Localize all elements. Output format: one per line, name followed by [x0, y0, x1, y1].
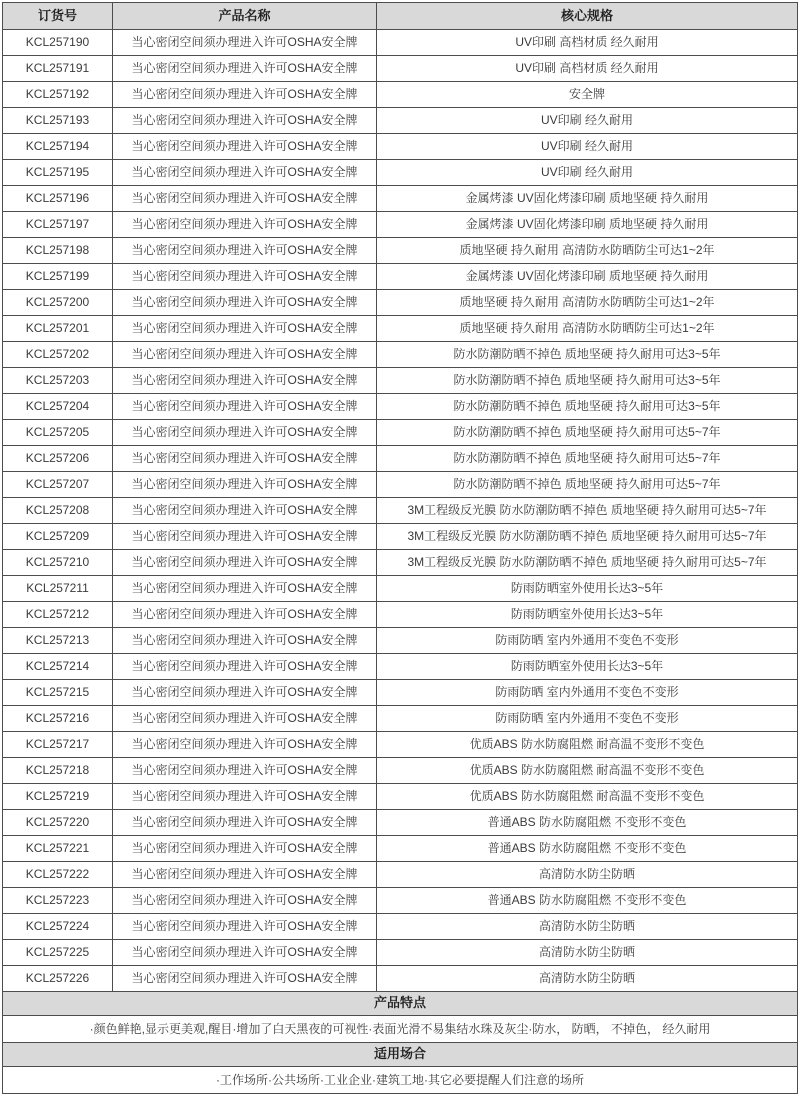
table-body — [3, 30, 798, 992]
core-spec-cell: 3M工程级反光膜 防水防潮防晒不掉色 质地坚硬 持久耐用可达5~7年 — [377, 498, 798, 524]
order-number-cell: KCL257203 — [3, 368, 113, 394]
product-name-cell: 当心密闭空间须办理进入许可OSHA安全牌 — [113, 576, 377, 602]
core-spec-cell: 防雨防晒室外使用长达3~5年 — [377, 576, 798, 602]
order-number-cell: KCL257223 — [3, 888, 113, 914]
core-spec-cell: UV印刷 经久耐用 — [377, 108, 798, 134]
table-row — [3, 30, 798, 56]
order-number-cell: KCL257190 — [3, 30, 113, 56]
product-name-cell: 当心密闭空间须办理进入许可OSHA安全牌 — [113, 290, 377, 316]
table-row — [3, 732, 798, 758]
table-row — [3, 420, 798, 446]
order-number-cell: KCL257207 — [3, 472, 113, 498]
table-row — [3, 784, 798, 810]
core-spec-cell: 优质ABS 防水防腐阻燃 耐高温不变形不变色 — [377, 784, 798, 810]
product-name-cell: 当心密闭空间须办理进入许可OSHA安全牌 — [113, 160, 377, 186]
core-spec-cell: 防雨防晒 室内外通用不变色不变形 — [377, 680, 798, 706]
product-name-cell: 当心密闭空间须办理进入许可OSHA安全牌 — [113, 134, 377, 160]
section-text-occasions — [3, 1067, 798, 1094]
table-row — [3, 706, 798, 732]
table-row — [3, 82, 798, 108]
product-name-cell: 当心密闭空间须办理进入许可OSHA安全牌 — [113, 836, 377, 862]
core-spec-cell: 防水防潮防晒不掉色 质地坚硬 持久耐用可达5~7年 — [377, 472, 798, 498]
order-number-cell: KCL257216 — [3, 706, 113, 732]
product-name-cell: 当心密闭空间须办理进入许可OSHA安全牌 — [113, 368, 377, 394]
core-spec-cell: 防水防潮防晒不掉色 质地坚硬 持久耐用可达3~5年 — [377, 368, 798, 394]
occasions-section-text: ·工作场所·公共场所·工业企业·建筑工地·其它必要提醒人们注意的场所 — [3, 1067, 798, 1094]
order-number-cell: KCL257222 — [3, 862, 113, 888]
product-name-cell: 当心密闭空间须办理进入许可OSHA安全牌 — [113, 654, 377, 680]
product-name-cell: 当心密闭空间须办理进入许可OSHA安全牌 — [113, 186, 377, 212]
table-row — [3, 472, 798, 498]
table-row — [3, 186, 798, 212]
product-name-cell: 当心密闭空间须办理进入许可OSHA安全牌 — [113, 108, 377, 134]
core-spec-cell: 质地坚硬 持久耐用 高清防水防晒防尘可达1~2年 — [377, 290, 798, 316]
order-number-cell: KCL257225 — [3, 940, 113, 966]
core-spec-cell: 高清防水防尘防晒 — [377, 966, 798, 992]
order-number-cell: KCL257220 — [3, 810, 113, 836]
order-number-cell: KCL257194 — [3, 134, 113, 160]
core-spec-cell: 质地坚硬 持久耐用 高清防水防晒防尘可达1~2年 — [377, 316, 798, 342]
order-number-cell: KCL257209 — [3, 524, 113, 550]
features-section-text: ·颜色鲜艳,显示更美观,醒目·增加了白天黑夜的可视性·表面光滑不易集结水珠及灰尘·防水， 防晒， 不掉色， 经久耐用 — [3, 1016, 798, 1043]
core-spec-cell: 金属烤漆 UV固化烤漆印刷 质地坚硬 持久耐用 — [377, 212, 798, 238]
product-name-cell: 当心密闭空间须办理进入许可OSHA安全牌 — [113, 810, 377, 836]
section-header-features — [3, 992, 798, 1016]
column-header-order-number: 订货号 — [3, 3, 113, 30]
product-name-cell: 当心密闭空间须办理进入许可OSHA安全牌 — [113, 706, 377, 732]
core-spec-cell: 防水防潮防晒不掉色 质地坚硬 持久耐用可达5~7年 — [377, 420, 798, 446]
product-name-cell: 当心密闭空间须办理进入许可OSHA安全牌 — [113, 472, 377, 498]
core-spec-cell: 防水防潮防晒不掉色 质地坚硬 持久耐用可达3~5年 — [377, 342, 798, 368]
table-row — [3, 966, 798, 992]
order-number-cell: KCL257200 — [3, 290, 113, 316]
table-row — [3, 160, 798, 186]
order-number-cell: KCL257214 — [3, 654, 113, 680]
product-name-cell: 当心密闭空间须办理进入许可OSHA安全牌 — [113, 758, 377, 784]
core-spec-cell: 普通ABS 防水防腐阻燃 不变形不变色 — [377, 810, 798, 836]
order-number-cell: KCL257221 — [3, 836, 113, 862]
table-row — [3, 238, 798, 264]
core-spec-cell: 安全牌 — [377, 82, 798, 108]
product-name-cell: 当心密闭空间须办理进入许可OSHA安全牌 — [113, 940, 377, 966]
table-footer-sections — [3, 992, 798, 1094]
table-row — [3, 524, 798, 550]
table-row — [3, 264, 798, 290]
order-number-cell: KCL257210 — [3, 550, 113, 576]
order-number-cell: KCL257217 — [3, 732, 113, 758]
core-spec-cell: 优质ABS 防水防腐阻燃 耐高温不变形不变色 — [377, 758, 798, 784]
core-spec-cell: 高清防水防尘防晒 — [377, 914, 798, 940]
column-header-product-name: 产品名称 — [113, 3, 377, 30]
product-name-cell: 当心密闭空间须办理进入许可OSHA安全牌 — [113, 888, 377, 914]
core-spec-cell: 金属烤漆 UV固化烤漆印刷 质地坚硬 持久耐用 — [377, 186, 798, 212]
table-row — [3, 56, 798, 82]
order-number-cell: KCL257212 — [3, 602, 113, 628]
table-row — [3, 446, 798, 472]
section-header-occasions — [3, 1043, 798, 1067]
table-row — [3, 654, 798, 680]
product-name-cell: 当心密闭空间须办理进入许可OSHA安全牌 — [113, 82, 377, 108]
table-row — [3, 758, 798, 784]
table-row — [3, 862, 798, 888]
product-name-cell: 当心密闭空间须办理进入许可OSHA安全牌 — [113, 30, 377, 56]
product-name-cell: 当心密闭空间须办理进入许可OSHA安全牌 — [113, 56, 377, 82]
order-number-cell: KCL257208 — [3, 498, 113, 524]
section-text-features — [3, 1016, 798, 1043]
order-number-cell: KCL257193 — [3, 108, 113, 134]
features-section-title: 产品特点 — [3, 992, 798, 1016]
table-row — [3, 108, 798, 134]
header-row — [3, 3, 798, 30]
core-spec-cell: UV印刷 高档材质 经久耐用 — [377, 30, 798, 56]
core-spec-cell: 金属烤漆 UV固化烤漆印刷 质地坚硬 持久耐用 — [377, 264, 798, 290]
product-name-cell: 当心密闭空间须办理进入许可OSHA安全牌 — [113, 238, 377, 264]
core-spec-cell: 防雨防晒 室内外通用不变色不变形 — [377, 628, 798, 654]
core-spec-cell: UV印刷 高档材质 经久耐用 — [377, 56, 798, 82]
table-row — [3, 940, 798, 966]
core-spec-cell: 防雨防晒室外使用长达3~5年 — [377, 602, 798, 628]
core-spec-cell: 普通ABS 防水防腐阻燃 不变形不变色 — [377, 888, 798, 914]
order-number-cell: KCL257224 — [3, 914, 113, 940]
order-number-cell: KCL257201 — [3, 316, 113, 342]
order-number-cell: KCL257218 — [3, 758, 113, 784]
table-row — [3, 576, 798, 602]
table-row — [3, 394, 798, 420]
order-number-cell: KCL257198 — [3, 238, 113, 264]
product-name-cell: 当心密闭空间须办理进入许可OSHA安全牌 — [113, 394, 377, 420]
table-row — [3, 836, 798, 862]
table-row — [3, 628, 798, 654]
product-name-cell: 当心密闭空间须办理进入许可OSHA安全牌 — [113, 914, 377, 940]
table-row — [3, 602, 798, 628]
order-number-cell: KCL257215 — [3, 680, 113, 706]
product-name-cell: 当心密闭空间须办理进入许可OSHA安全牌 — [113, 524, 377, 550]
product-name-cell: 当心密闭空间须办理进入许可OSHA安全牌 — [113, 316, 377, 342]
core-spec-cell: 高清防水防尘防晒 — [377, 940, 798, 966]
core-spec-cell: 防水防潮防晒不掉色 质地坚硬 持久耐用可达5~7年 — [377, 446, 798, 472]
core-spec-cell: 3M工程级反光膜 防水防潮防晒不掉色 质地坚硬 持久耐用可达5~7年 — [377, 550, 798, 576]
order-number-cell: KCL257211 — [3, 576, 113, 602]
product-name-cell: 当心密闭空间须办理进入许可OSHA安全牌 — [113, 966, 377, 992]
table-row — [3, 680, 798, 706]
order-number-cell: KCL257202 — [3, 342, 113, 368]
product-name-cell: 当心密闭空间须办理进入许可OSHA安全牌 — [113, 784, 377, 810]
product-name-cell: 当心密闭空间须办理进入许可OSHA安全牌 — [113, 212, 377, 238]
order-number-cell: KCL257199 — [3, 264, 113, 290]
table-row — [3, 290, 798, 316]
order-number-cell: KCL257219 — [3, 784, 113, 810]
order-number-cell: KCL257205 — [3, 420, 113, 446]
core-spec-cell: 质地坚硬 持久耐用 高清防水防晒防尘可达1~2年 — [377, 238, 798, 264]
column-header-core-spec: 核心规格 — [377, 3, 798, 30]
product-name-cell: 当心密闭空间须办理进入许可OSHA安全牌 — [113, 732, 377, 758]
table-row — [3, 368, 798, 394]
table-row — [3, 914, 798, 940]
table-header — [3, 3, 798, 30]
order-number-cell: KCL257195 — [3, 160, 113, 186]
product-name-cell: 当心密闭空间须办理进入许可OSHA安全牌 — [113, 342, 377, 368]
order-number-cell: KCL257226 — [3, 966, 113, 992]
order-number-cell: KCL257206 — [3, 446, 113, 472]
core-spec-cell: 防水防潮防晒不掉色 质地坚硬 持久耐用可达3~5年 — [377, 394, 798, 420]
table-row — [3, 134, 798, 160]
table-row — [3, 498, 798, 524]
product-name-cell: 当心密闭空间须办理进入许可OSHA安全牌 — [113, 264, 377, 290]
product-name-cell: 当心密闭空间须办理进入许可OSHA安全牌 — [113, 862, 377, 888]
order-number-cell: KCL257197 — [3, 212, 113, 238]
product-name-cell: 当心密闭空间须办理进入许可OSHA安全牌 — [113, 446, 377, 472]
product-name-cell: 当心密闭空间须办理进入许可OSHA安全牌 — [113, 628, 377, 654]
table-row — [3, 212, 798, 238]
table-row — [3, 810, 798, 836]
core-spec-cell: UV印刷 经久耐用 — [377, 160, 798, 186]
order-number-cell: KCL257196 — [3, 186, 113, 212]
product-name-cell: 当心密闭空间须办理进入许可OSHA安全牌 — [113, 420, 377, 446]
product-name-cell: 当心密闭空间须办理进入许可OSHA安全牌 — [113, 550, 377, 576]
product-name-cell: 当心密闭空间须办理进入许可OSHA安全牌 — [113, 680, 377, 706]
product-spec-table — [2, 2, 798, 1094]
table-row — [3, 342, 798, 368]
order-number-cell: KCL257213 — [3, 628, 113, 654]
core-spec-cell: 防雨防晒 室内外通用不变色不变形 — [377, 706, 798, 732]
order-number-cell: KCL257204 — [3, 394, 113, 420]
core-spec-cell: 高清防水防尘防晒 — [377, 862, 798, 888]
table-row — [3, 550, 798, 576]
core-spec-cell: 3M工程级反光膜 防水防潮防晒不掉色 质地坚硬 持久耐用可达5~7年 — [377, 524, 798, 550]
core-spec-cell: UV印刷 经久耐用 — [377, 134, 798, 160]
core-spec-cell: 优质ABS 防水防腐阻燃 耐高温不变形不变色 — [377, 732, 798, 758]
order-number-cell: KCL257192 — [3, 82, 113, 108]
core-spec-cell: 防雨防晒室外使用长达3~5年 — [377, 654, 798, 680]
occasions-section-title: 适用场合 — [3, 1043, 798, 1067]
table-row — [3, 316, 798, 342]
table-row — [3, 888, 798, 914]
order-number-cell: KCL257191 — [3, 56, 113, 82]
core-spec-cell: 普通ABS 防水防腐阻燃 不变形不变色 — [377, 836, 798, 862]
product-name-cell: 当心密闭空间须办理进入许可OSHA安全牌 — [113, 602, 377, 628]
product-name-cell: 当心密闭空间须办理进入许可OSHA安全牌 — [113, 498, 377, 524]
